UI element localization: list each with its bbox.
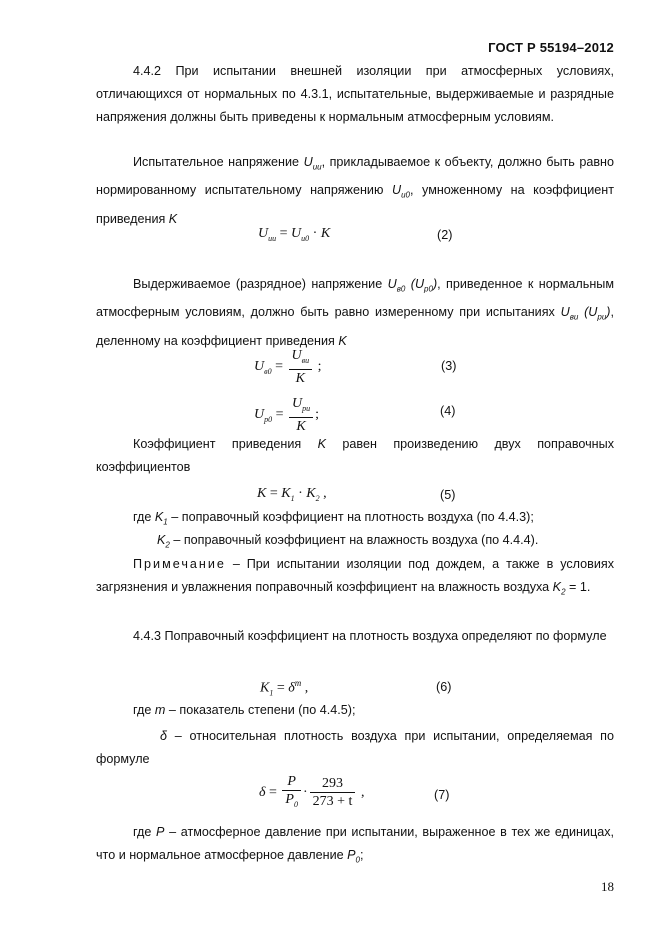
where-k1: где $K_1$ – поправочный коэффициент на плотность воздуха (по 4.4.3); [133, 510, 534, 527]
note-paragraph: Примечание – При испытании изоляции под дождем, а также в условиях загрязнения и увлажнения поправочный коэффициент на влажность воздуха $K_2 = 1$. [96, 557, 614, 597]
formula-2: $U_{ии} = U_{и0} \cdot K$ [258, 226, 331, 243]
where-p: где P – атмосферное давление при испытании, выраженное в тех же единицах, что и нормальное атмосферное давление $P_0$; [96, 825, 614, 865]
fraction: $\frac{U_{ри}}{K}$ [289, 395, 313, 435]
formula-4: $U_{р0}$ = $\frac{U_{ри}}{K}$ ; [254, 396, 320, 434]
formula-4-number: (4) [440, 404, 456, 418]
formula-3-number: (3) [441, 359, 457, 373]
paragraph-4-4-3: 4.4.3 Поправочный коэффициент на плотность воздуха определяют по формуле [133, 629, 607, 643]
fraction: $\frac{P}{P_0}$ [282, 773, 301, 813]
fraction: $\frac{293}{273 + t}$ [310, 775, 356, 810]
page-number: 18 [601, 879, 614, 894]
fraction: $\frac{U_{ви}}{K}$ [289, 347, 313, 387]
where-k2: $K_2$ – поправочный коэффициент на влажность воздуха (по 4.4.4). [157, 533, 539, 550]
where-m: где m – показатель степени (по 4.4.5); [133, 703, 356, 717]
formula-7: δ = $\frac{P}{P_0}$ · $\frac{293}{273 + t}$ , [259, 773, 364, 813]
paragraph-4-4-2: 4.4.2 При испытании внешней изоляции при атмосферных условиях, отличающихся от нормальных по 4.3.1, испытательные, выдерживаемые и разрядные напряжения должны быть приведены к нормальным атмосферным условиям. [96, 64, 614, 124]
formula-5: $K = K_1 \cdot K_2$ , [257, 486, 327, 503]
formula-6-number: (6) [436, 680, 452, 694]
paragraph-test-voltage: Испытательное напряжение $U_{ии}$, прикладываемое к объекту, должно быть равно нормированному испытательному напряжению $U_{и0}$, умноженному на коэффициент приведения K [96, 155, 614, 226]
paragraph-coefficient: Коэффициент приведения K равен произведению двух поправочных коэффициентов [96, 437, 614, 474]
formula-3: $U_{в0}$ = $\frac{U_{ви}}{K}$ ; [254, 348, 322, 386]
formula-7-number: (7) [434, 788, 450, 802]
standard-header: ГОСТ Р 55194–2012 [488, 40, 614, 55]
paragraph-withstand-voltage: Выдерживаемое (разрядное) напряжение $U_{в0}$ $(U_{р0})$, приведенное к нормальным атмосферным условиям, должно быть равно измеренному при испытаниях $U_{ви}$ $(U_{ри})$, деленному на коэффициент приведения K [96, 277, 614, 348]
formula-6: $K_1 = \delta^m$ , [260, 678, 309, 698]
where-delta: δ – относительная плотность воздуха при испытании, определяемая по формуле [96, 729, 614, 766]
formula-2-number: (2) [437, 228, 453, 242]
formula-5-number: (5) [440, 488, 456, 502]
